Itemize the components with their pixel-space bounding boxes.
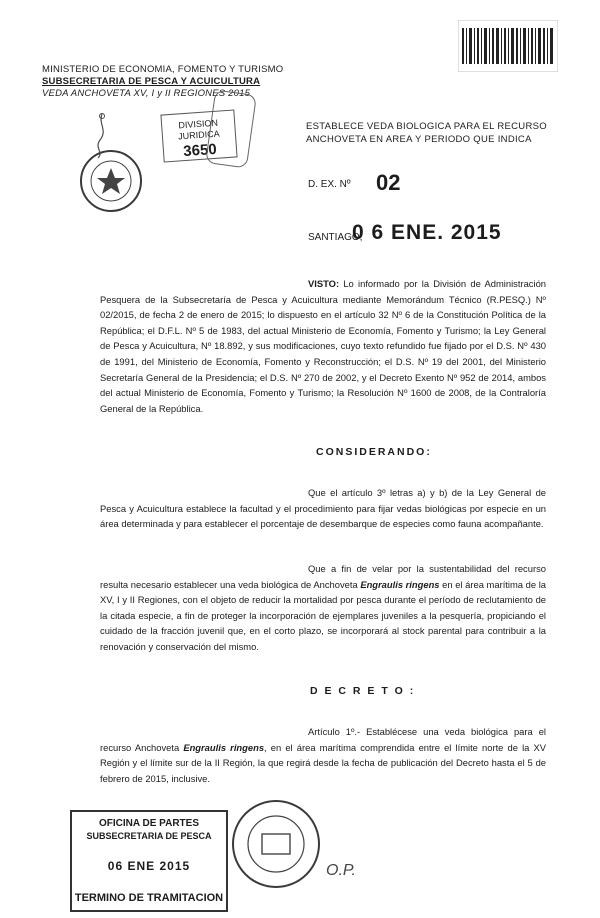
initials: O.P. [326,862,356,879]
visto-section [100,276,546,416]
barcode-stamp [458,20,558,72]
visto-label: VISTO: [308,278,340,289]
article-1 [100,724,546,786]
tramitacion-label: TERMINO DE TRAMITACION [74,892,224,904]
oficina-label: OFICINA DE PARTES [98,818,199,829]
oficina-sub: SUBSECRETARIA DE PESCA [86,831,212,841]
ministry-seal [232,800,320,888]
veda-reference: VEDA ANCHOVETA XV, I y II REGIONES 2015 [42,88,251,99]
species-name: Engraulis ringens [360,578,440,590]
seal-emblem-icon [82,152,140,210]
article-1-lead: Establécese una veda biológica para [366,726,533,737]
seal-star-icon [234,802,318,886]
considerando-p2-lead: Que a fin de velar por la sustentabilidad del recurso [308,563,546,574]
article-1-a: el recurso Anchoveta [100,726,546,753]
article-1-b: , en el área marítima comprendida entre el límite norte de la XV Región y el límite sur de la II Región, la que regirá desde la fecha de publicación del Decreto hasta el 5 de febrero de 2015, inclusive. [100,741,547,784]
decree-number: 02 [376,170,401,195]
decreto-heading: D E C R E T O : [310,685,416,697]
ministry-name: MINISTERIO DE ECONOMIA, FOMENTO Y TURISMO [42,64,284,75]
considerando-p2-b: en el área marítima de la XV, I y II Regiones, con el objeto de reducir la mortalidad por pesca durante el período de reclutamiento de la citada especie, a fin de proteger la incorporación de ejemplares juveniles a la pesquería, propiciando el cuidado de la fracción juvenil que, en el corto plazo, se incorporará al stock parental para contribuir a la renovación y conservación del mismo. [100,578,547,652]
considerando-p1-lead: Que el artículo 3º letras a) y b) de la Ley General de [308,487,546,498]
article-1-species: Engraulis ringens [183,741,265,753]
considerando-paragraph-2 [100,561,546,655]
vertical-stamp [205,89,257,168]
considerando-p2-a: resulta necesario establecer una veda biológica de Anchoveta [100,578,358,590]
decree-label: D. EX. Nº [308,179,351,190]
subsecretaria-name: SUBSECRETARIA DE PESCA Y ACUICULTURA [42,76,261,87]
decree-place: SANTIAGO, [308,232,363,243]
considerando-paragraph-1 [100,485,546,532]
decree-date: 0 6 ENE. 2015 [352,221,502,244]
signature-icon [88,112,118,160]
considerando-heading: CONSIDERANDO: [316,446,432,458]
oficina-date: 06 ENE 2015 [107,859,191,873]
division-stamp-label: DIVISION JURIDICA [177,117,220,142]
decree-subject: ESTABLECE VEDA BIOLOGICA PARA EL RECURSO ANCHOVETA EN AREA Y PERIODO QUE INDICA [306,121,547,145]
oficina-partes-stamp [70,810,228,912]
visto-text: Lo informado por la División de Administración Pesquera de la Subsecretaría de Pesca y Acuicultura mediante Memorándum Técnico (R.PESQ.) Nº 02/2015, de fecha 2 de enero de 2015; lo dispuesto en el artículo 32 Nº 6 de la Constitución Política de la República; el D.F.L. Nº 5 de 1983, del actual Ministerio de Economía, Fomento y Turismo; la Ley General de Pesca y Acuicultura, Nº 18.892, y sus modificaciones, cuyo texto refundido fue fijado por el D.S. Nº 430 de 1991, del Ministerio de Economía, Fomento y Reconstrucción; el D.S. Nº 19 del 2001, del Ministerio Secretaría General de la Presidencia; el D.S. Nº 270 de 2002, y el Decreto Exento Nº 952 de 2014, ambos del actual Ministerio de Economía, Fomento y Turismo; la Resolución Nº 1600 de 2008, de la Contraloría General de la República. [100,278,546,414]
considerando-p1-rest: Pesca y Acuicultura establece la facultad y el procedimiento para fijar vedas biológicas por especie en un área determinada y para establecer el porcentaje de desembarque de especies como fauna acompañante. [100,502,546,530]
division-stamp-number: 3650 [182,140,218,161]
article-1-label: Artículo 1º.- [308,726,361,737]
